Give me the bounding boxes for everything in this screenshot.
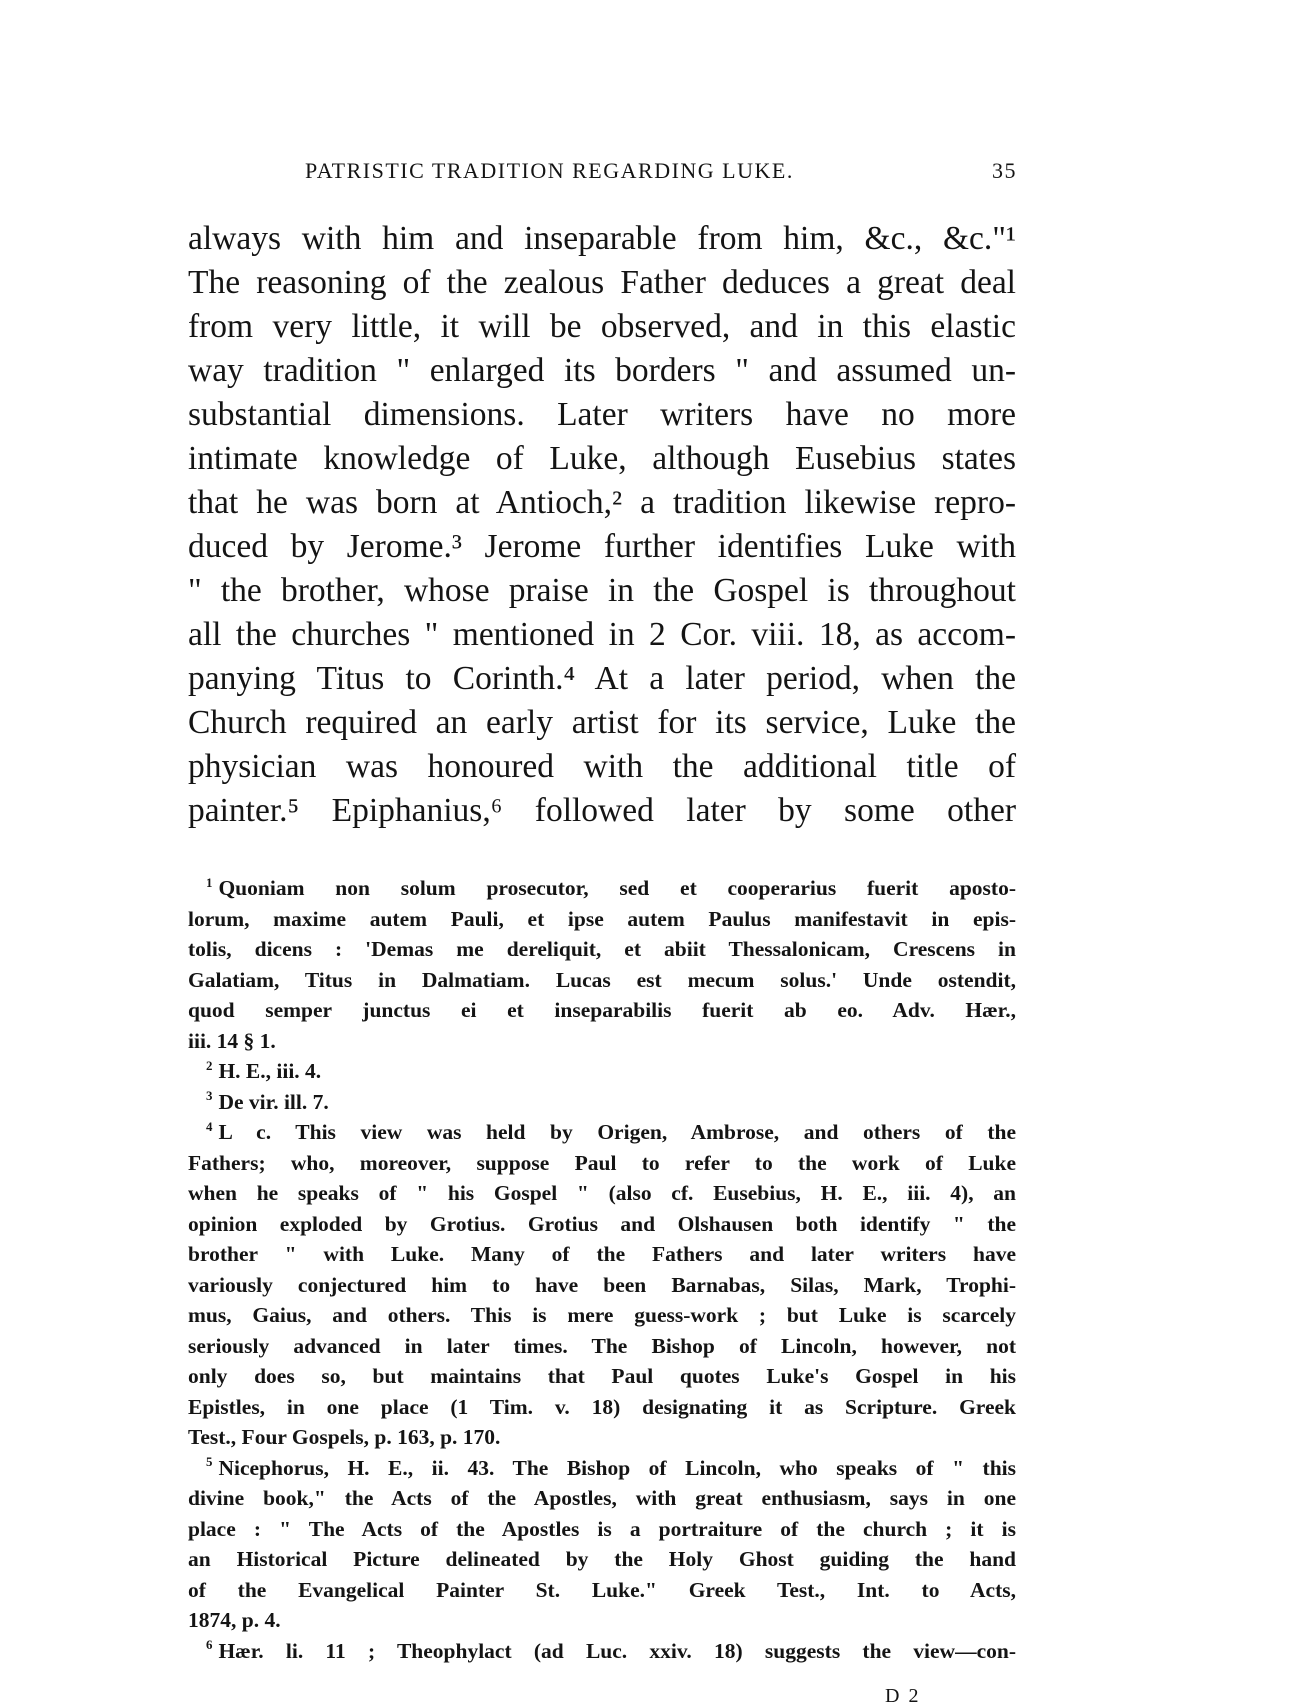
text-line: duced by Jerome.³ Jerome further identifies Luke with [188, 528, 1016, 565]
footnote-line: tolis, dicens : 'Demas me dereliquit, et abiit Thessalonicam, Crescens in [188, 937, 1016, 961]
text-line: always with him and inseparable from him, &c., &c."¹ [188, 220, 1016, 257]
footnote-4 [188, 1117, 1016, 1453]
text-line: substantial dimensions. Later writers have no more [188, 396, 1016, 433]
page-number: 35 [992, 158, 1017, 183]
footnote-line: quod semper junctus ei et inseparabilis fuerit ab eo. Adv. Hær., [188, 998, 1016, 1022]
footnote-line: Hær. li. 11 ; Theophylact (ad Luc. xxiv. 18) suggests the view—con- [218, 1638, 1016, 1663]
footnote-marker: 4 [206, 1119, 213, 1134]
footnote-line: an Historical Picture delineated by the Holy Ghost guiding the hand [188, 1547, 1016, 1571]
footnote-3 [188, 1087, 1016, 1118]
footnote-line: L c. This view was held by Origen, Ambrose, and others of the [218, 1120, 1016, 1144]
footnote-marker: 6 [206, 1638, 213, 1653]
footnote-line: Epistles, in one place (1 Tim. v. 18) designating it as Scripture. Greek [188, 1394, 1016, 1419]
footnote-line: De vir. ill. 7. [218, 1089, 329, 1114]
footnote-line: brother " with Luke. Many of the Fathers and later writers have [188, 1242, 1016, 1266]
text-line: intimate knowledge of Luke, although Eusebius states [188, 440, 1016, 477]
text-line: that he was born at Antioch,² a tradition likewise repro- [188, 484, 1016, 521]
text-line: from very little, it will be observed, and in this elastic [188, 308, 1016, 345]
footnote-line: variously conjectured him to have been Barnabas, Silas, Mark, Trophi- [188, 1272, 1016, 1297]
text-line: physician was honoured with the additional title of [188, 748, 1016, 785]
footnote-marker: 2 [206, 1058, 213, 1073]
text-line: painter.⁵ Epiphanius,⁶ followed later by some other [188, 792, 1016, 829]
footnote-line: 1874, p. 4. [188, 1608, 281, 1632]
footnote-line: Galatiam, Titus in Dalmatiam. Lucas est mecum solus.' Unde ostendit, [188, 967, 1016, 992]
text-line: way tradition " enlarged its borders " and assumed un- [188, 352, 1016, 389]
footnote-line: iii. 14 § 1. [188, 1028, 276, 1053]
footnote-line: of the Evangelical Painter St. Luke." Greek Test., Int. to Acts, [188, 1577, 1016, 1602]
text-line: all the churches " mentioned in 2 Cor. viii. 18, as accom- [188, 616, 1016, 653]
footnote-line: Fathers; who, moreover, suppose Paul to refer to the work of Luke [188, 1150, 1016, 1175]
footnote-2 [188, 1056, 1016, 1087]
text-line: " the brother, whose praise in the Gospel is throughout [188, 572, 1016, 609]
footnote-line: Nicephorus, H. E., ii. 43. The Bishop of Lincoln, who speaks of " this [218, 1455, 1016, 1480]
footnote-line: seriously advanced in later times. The Bishop of Lincoln, however, not [188, 1333, 1016, 1358]
footnote-line: divine book," the Acts of the Apostles, with great enthusiasm, says in one [188, 1486, 1016, 1510]
footnote-5 [188, 1453, 1016, 1636]
footnote-line: place : " The Acts of the Apostles is a portraiture of the church ; it is [188, 1516, 1016, 1541]
text-line: panying Titus to Corinth.⁴ At a later period, when the [188, 660, 1016, 697]
main-text [188, 217, 1016, 833]
footnote-marker: 5 [206, 1455, 213, 1470]
footnote-line: H. E., iii. 4. [218, 1059, 322, 1083]
text-line: Church required an early artist for its service, Luke the [188, 704, 1016, 741]
footnote-line: when he speaks of " his Gospel " (also cf. Eusebius, H. E., iii. 4), an [188, 1181, 1016, 1205]
footnote-1 [188, 873, 1016, 1056]
footnote-line: only does so, but maintains that Paul quotes Luke's Gospel in his [188, 1364, 1016, 1388]
running-title: PATRISTIC TRADITION REGARDING LUKE. [305, 158, 794, 183]
footnote-marker: 3 [206, 1089, 213, 1104]
footnote-line: Quoniam non solum prosecutor, sed et cooperarius fuerit aposto- [218, 876, 1016, 900]
signature-mark: D 2 [885, 1685, 921, 1707]
footnote-line: opinion exploded by Grotius. Grotius and Olshausen both identify " the [188, 1211, 1016, 1236]
footnote-line: lorum, maxime autem Pauli, et ipse autem Paulus manifestavit in epis- [188, 906, 1016, 931]
footnote-marker: 1 [206, 875, 213, 890]
footnote-6 [188, 1636, 1016, 1667]
footnotes [188, 873, 1016, 1666]
footnote-line: Test., Four Gospels, p. 163, p. 170. [188, 1425, 501, 1449]
text-line: The reasoning of the zealous Father deduces a great deal [188, 264, 1016, 301]
footnote-line: mus, Gaius, and others. This is mere guess-work ; but Luke is scarcely [188, 1303, 1016, 1327]
